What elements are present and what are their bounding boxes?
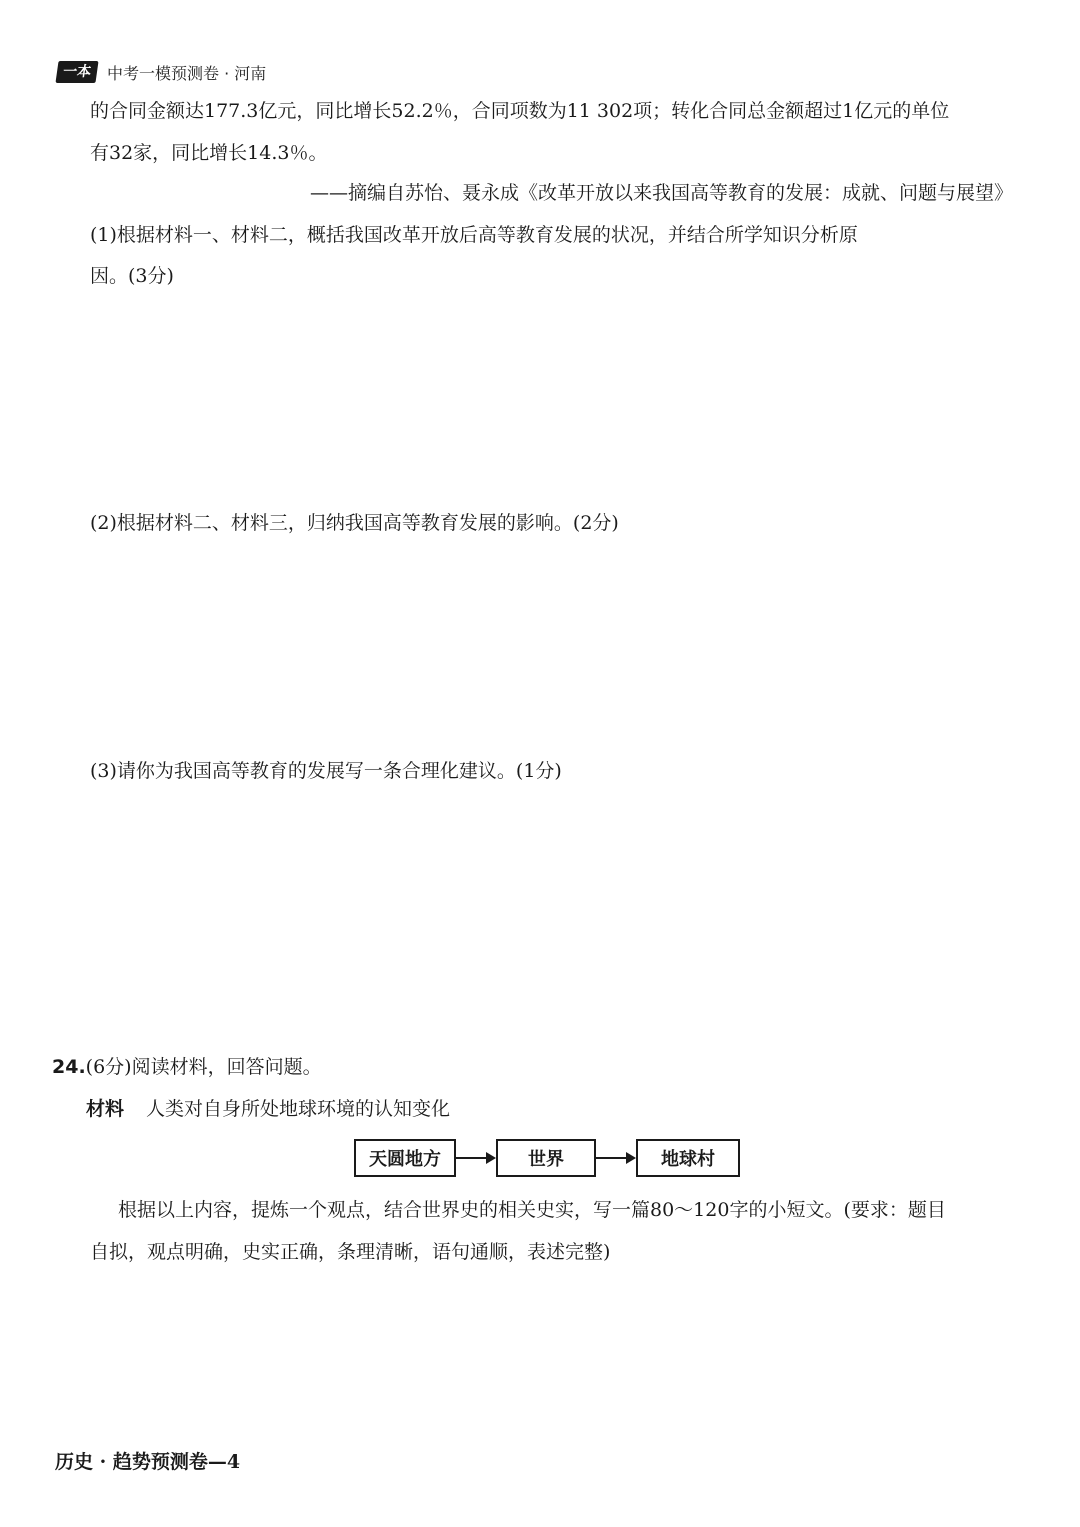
exam-title: 中考一模预测卷 · 河南 [107, 63, 267, 83]
q23-sub3: (3)请你为我国高等教育的发展写一条合理化建议。(1分) [90, 760, 562, 782]
q24-stem [52, 1054, 322, 1080]
q23-sub2: (2)根据材料二、材料三，归纳我国高等教育发展的影响。(2分) [90, 512, 619, 534]
flow-box-1: 天圆地方 [354, 1139, 456, 1177]
q23-sub1-line-2: 因。(3分) [90, 265, 174, 287]
material-continuation-line-1: 的合同金额达177.3亿元，同比增长52.2％，合同项数为11 302项；转化合同总金额超过1亿元的单位 [90, 100, 950, 122]
q24-stem-text: (6分)阅读材料，回答问题。 [85, 1056, 322, 1078]
page-header [57, 60, 266, 84]
arrow-right-icon [456, 1148, 496, 1168]
page-footer: 历史 · 趋势预测卷—4 [55, 1451, 241, 1473]
arrow-right-icon [596, 1148, 636, 1168]
material-source: ——摘编自苏怡、聂永成《改革开放以来我国高等教育的发展：成就、问题与展望》 [310, 182, 1014, 204]
q24-task-line-2: 自拟，观点明确，史实正确，条理清晰，语句通顺，表述完整) [90, 1241, 611, 1263]
q24-task-line-1: 根据以上内容，提炼一个观点，结合世界史的相关史实，写一篇80～120字的小短文。(要求：题目 [118, 1199, 946, 1221]
flow-box-3: 地球村 [636, 1139, 740, 1177]
material-continuation-line-2: 有32家，同比增长14.3％。 [90, 142, 328, 164]
q24-number: 24. [52, 1056, 86, 1078]
brand-badge: 一本 [55, 61, 98, 83]
material-title: 人类对自身所处地球环境的认知变化 [146, 1098, 451, 1120]
material-heading [86, 1096, 450, 1122]
q23-sub1-line-1: (1)根据材料一、材料二，概括我国改革开放后高等教育发展的状况，并结合所学知识分析原 [90, 224, 858, 246]
material-label: 材料 [86, 1098, 125, 1120]
flow-box-2: 世界 [496, 1139, 596, 1177]
